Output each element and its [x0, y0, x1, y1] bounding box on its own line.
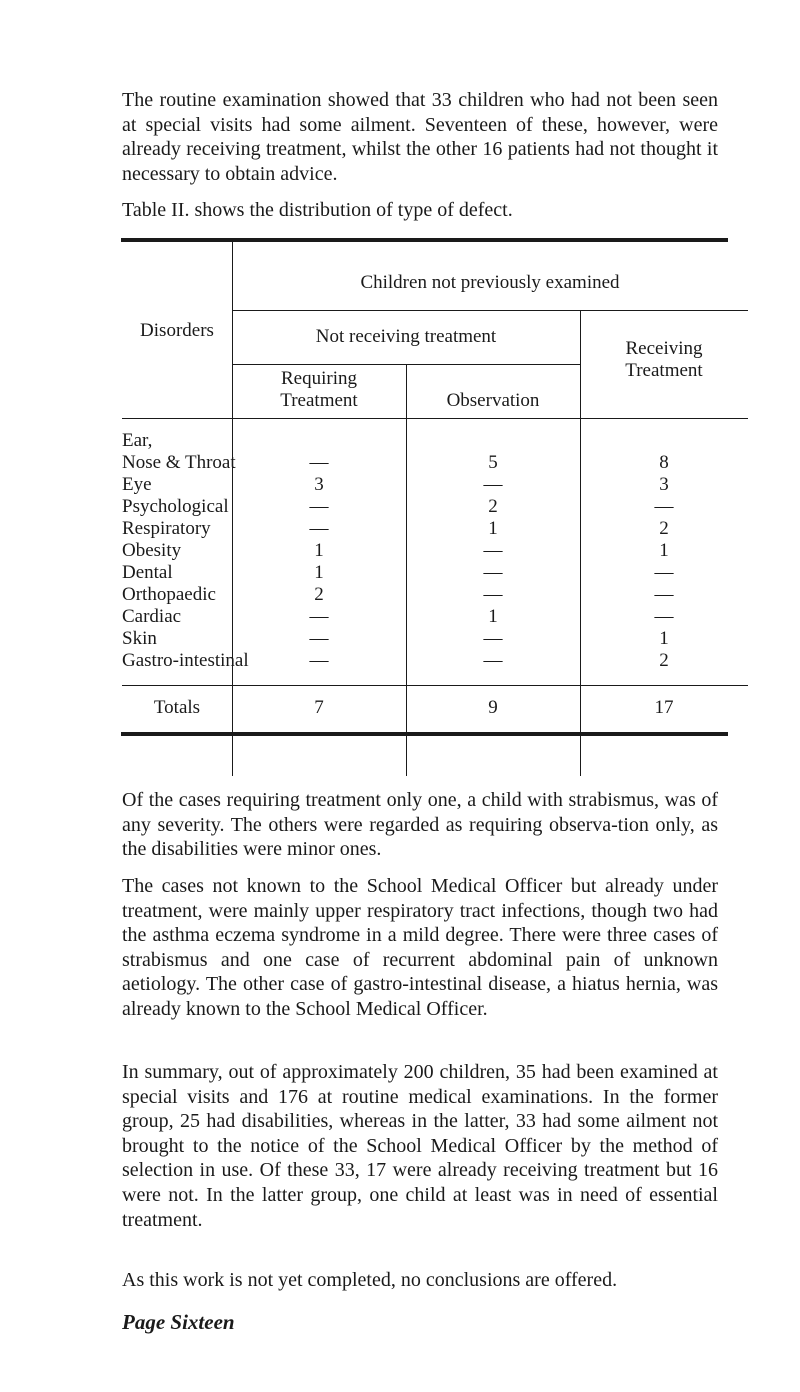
cell-requiring: — [309, 452, 329, 473]
total-requiring: 7 [314, 697, 324, 718]
cell-observation: 1 [488, 606, 498, 627]
cell-requiring: 2 [314, 584, 324, 605]
cell-receiving: — [654, 584, 674, 605]
cell-observation: 1 [488, 518, 498, 539]
cell-observation: 5 [488, 452, 498, 473]
row-label: Ear, [122, 430, 153, 451]
row-label: Skin [122, 628, 157, 649]
row-label: Psychological [122, 496, 229, 517]
requiring-header-line2: Treatment [280, 390, 358, 411]
cell-requiring: — [309, 650, 329, 671]
subheader-rule [232, 364, 580, 365]
cell-observation: — [483, 562, 503, 583]
row-label: Eye [122, 474, 152, 495]
cell-requiring: 1 [314, 562, 324, 583]
not-receiving-header: Not receiving treatment [315, 326, 497, 347]
cell-observation: — [483, 474, 503, 495]
cell-requiring: — [309, 628, 329, 649]
cell-requiring: — [309, 606, 329, 627]
cell-receiving: 1 [659, 540, 669, 561]
cell-receiving: — [654, 606, 674, 627]
body-paragraph-5: In summary, out of approximately 200 children, 35 had been examined at special visits and 176 at routine medical examinations. In the former group, 25 had disabilities, whereas in the latter, 33 had some ailment not brought to the notice of the School Medical Officer by the method of selection in use. Of these 33, 17 were already receiving treatment but 16 were not. In the latter group, one child at least was in need of essential treatment. [122, 1061, 718, 1231]
cell-requiring: 1 [314, 540, 324, 561]
totals-top-rule [122, 685, 748, 686]
body-paragraph-4: The cases not known to the School Medical Officer but already under treatment, were mainly upper respiratory tract infections, though two had the asthma eczema syndrome in a mild degree. There were three cases of strabismus and one case of recurrent abdominal pain of unknown aetiology. The other case of gastro-intestinal disease, a hiatus hernia, was already known to the School Medical Officer. [122, 875, 718, 1020]
cell-receiving: 3 [659, 474, 669, 495]
intro-paragraph-1: The routine examination showed that 33 children who had not been seen at special visits had some ailment. Seventeen of these, however, were already receiving treatment, whilst the other 16 patients had not thought it necessary to obtain advice. [122, 89, 718, 185]
row-label: Orthopaedic [122, 584, 216, 605]
table-bottom-rule [121, 732, 728, 736]
header-bottom-rule [122, 418, 748, 419]
page-footer: Page Sixteen [122, 1310, 235, 1334]
cell-requiring: 3 [314, 474, 324, 495]
receiving-header-line2: Treatment [625, 360, 703, 381]
cell-receiving: 2 [659, 650, 669, 671]
column-divider-1 [232, 242, 233, 776]
cell-receiving: — [654, 496, 674, 517]
cell-requiring: — [309, 496, 329, 517]
row-label: Obesity [122, 540, 182, 561]
receiving-header-line1: Receiving [625, 338, 703, 359]
row-label: Cardiac [122, 606, 182, 627]
cell-observation: — [483, 540, 503, 561]
totals-label: Totals [153, 697, 201, 718]
table-top-rule [121, 238, 728, 242]
cell-requiring: — [309, 518, 329, 539]
cell-observation: — [483, 628, 503, 649]
disorders-header: Disorders [140, 320, 214, 341]
row-label: Dental [122, 562, 173, 583]
body-paragraph-6: As this work is not yet completed, no conclusions are offered. [122, 1269, 618, 1291]
cell-receiving: — [654, 562, 674, 583]
row-label: Gastro-intestinal [122, 650, 249, 671]
group-header-rule [232, 310, 748, 311]
group-header: Children not previously examined [360, 272, 620, 293]
total-observation: 9 [488, 697, 498, 718]
body-paragraph-3: Of the cases requiring treatment only one, a child with strabismus, was of any severity. The others were regarded as requiring observa-tion only, as the disabilities were minor ones. [122, 789, 718, 861]
row-label: Nose & Throat [122, 452, 236, 473]
intro-paragraph-2: Table II. shows the distribution of type of defect. [122, 199, 513, 221]
cell-receiving: 8 [659, 452, 669, 473]
total-receiving: 17 [654, 697, 674, 718]
cell-observation: — [483, 584, 503, 605]
cell-observation: — [483, 650, 503, 671]
requiring-header-line1: Requiring [281, 368, 357, 389]
column-divider-2 [406, 364, 407, 776]
cell-receiving: 2 [659, 518, 669, 539]
cell-observation: 2 [488, 496, 498, 517]
cell-receiving: 1 [659, 628, 669, 649]
row-label: Respiratory [122, 518, 211, 539]
observation-header: Observation [446, 390, 540, 411]
